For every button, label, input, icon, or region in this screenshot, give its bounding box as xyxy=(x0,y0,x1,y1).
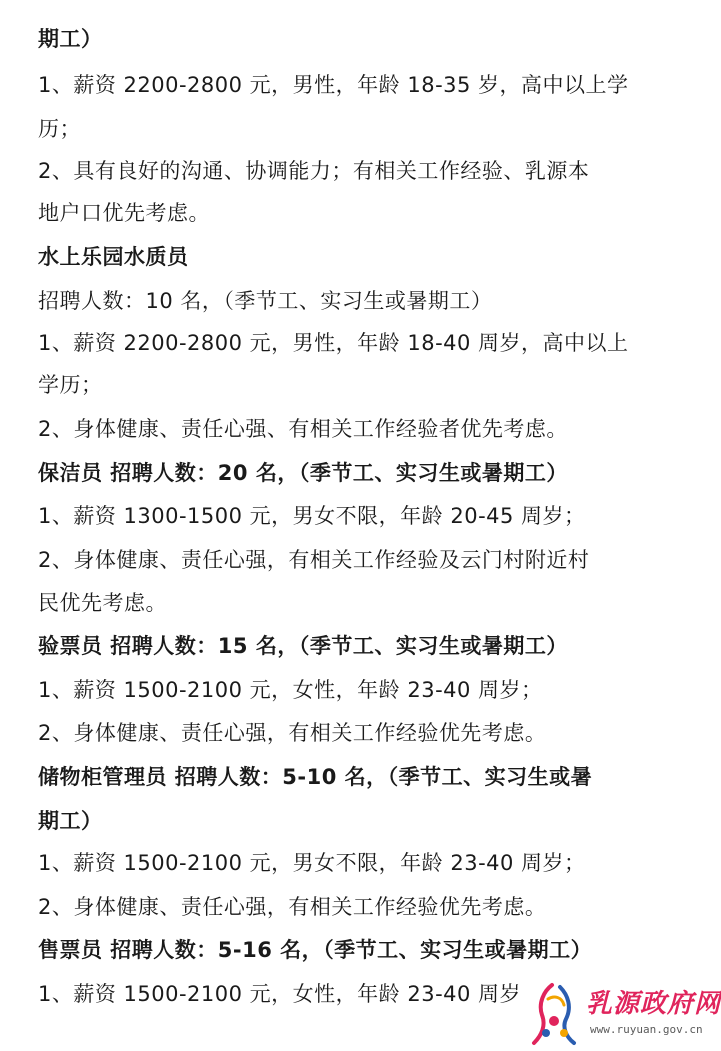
body-text-line: 地户口优先考虑。 xyxy=(38,201,210,225)
body-text-line: 2、身体健康、责任心强，有相关工作经验及云门村附近村 xyxy=(38,548,590,572)
body-text-line: 2、身体健康、责任心强，有相关工作经验优先考虑。 xyxy=(38,895,547,919)
section-heading: 水上乐园水质员 xyxy=(38,245,189,269)
body-text-line: 2、具有良好的沟通、协调能力；有相关工作经验、乳源本 xyxy=(38,159,590,183)
body-text-line: 2、身体健康、责任心强、有相关工作经验者优先考虑。 xyxy=(38,417,568,441)
body-text-line: 1、薪资 1500-2100 元，女性，年龄 23-40 周岁 xyxy=(38,982,522,1006)
body-text-line: 1、薪资 1500-2100 元，男女不限，年龄 23-40 周岁； xyxy=(38,851,586,875)
body-text-line: 1、薪资 1300-1500 元，男女不限，年龄 20-45 周岁； xyxy=(38,504,586,528)
body-text-line: 1、薪资 2200-2800 元，男性，年龄 18-40 周岁，高中以上 xyxy=(38,331,629,355)
watermark-url: www.ruyuan.gov.cn xyxy=(590,1023,703,1036)
body-text-line: 民优先考虑。 xyxy=(38,591,167,615)
section-heading: 验票员 招聘人数：15 名，（季节工、实习生或暑期工） xyxy=(38,634,568,658)
section-heading: 售票员 招聘人数：5-16 名，（季节工、实习生或暑期工） xyxy=(38,938,593,962)
body-text-line: 学历； xyxy=(38,373,103,397)
section-heading: 保洁员 招聘人数：20 名，（季节工、实习生或暑期工） xyxy=(38,461,568,485)
watermark-title: 乳源政府网 xyxy=(586,989,721,1019)
section-heading: 储物柜管理员 招聘人数：5-10 名，（季节工、实习生或暑 xyxy=(38,765,593,789)
section-heading: 期工） xyxy=(38,27,103,51)
body-text-line: 1、薪资 2200-2800 元，男性，年龄 18-35 岁，高中以上学 xyxy=(38,73,629,97)
watermark-logo-icon xyxy=(522,977,586,1049)
watermark xyxy=(520,975,721,1051)
body-text-line: 招聘人数：10 名，（季节工、实习生或暑期工） xyxy=(38,289,493,313)
body-text-line: 1、薪资 1500-2100 元，女性，年龄 23-40 周岁； xyxy=(38,678,543,702)
body-text-line: 历； xyxy=(38,117,81,141)
section-heading: 期工） xyxy=(38,809,103,833)
body-text-line: 2、身体健康、责任心强，有相关工作经验优先考虑。 xyxy=(38,721,547,745)
